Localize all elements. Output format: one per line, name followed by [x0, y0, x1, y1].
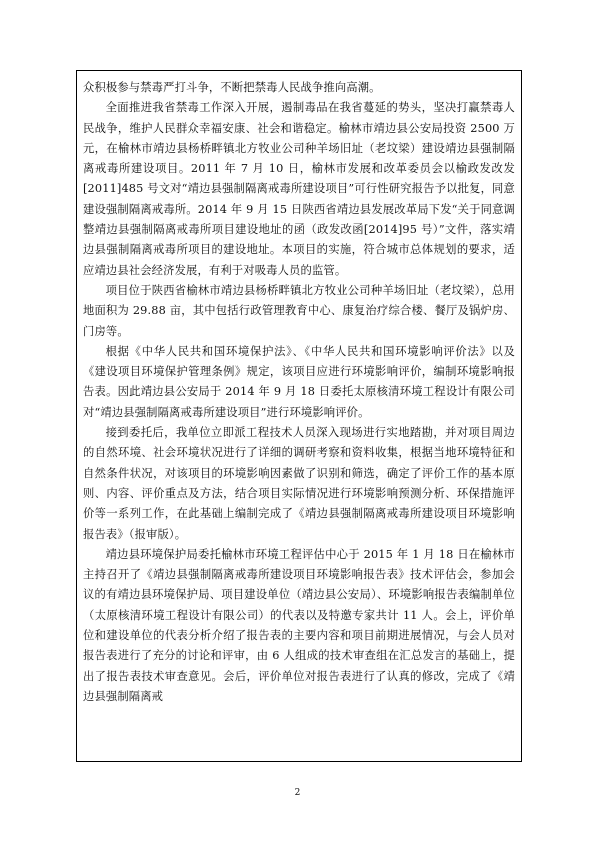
paragraph-legal-basis: 根据《中华人民共和国环境保护法》、《中华人民共和国环境影响评价法》以及《建设项目环境保护管理条例》规定，该项目应进行环境影响评价，编制环境影响报告表。因此靖边县公安局于 2014 年 9 月 18 日委托太原核清环境工程设计有限公司对“靖边县强制隔离戒毒所建设项目”进行环境影响评价。 [83, 344, 515, 419]
paragraph-continuation: 众积极参与禁毒严打斗争，不断把禁毒人民战争推向高潮。 [83, 81, 381, 94]
paragraph-assessment-process: 接到委托后，我单位立即派工程技术人员深入现场进行实地踏勘，并对项目周边的自然环境、社会环境状况进行了详细的调研考察和资料收集，根据当地环境特征和自然条件状况，对该项目的环境影响因素做了识别和筛选，确定了评价工作的基本原则、内容、评价重点及方法，结合项目实际情况进行环境影响预测分析、环保措施评价等一系列工作，在此基础上编制完成了《靖边县强制隔离戒毒所建设项目环境影响报告表》（报审版）。 [83, 426, 515, 541]
paragraph-project-location: 项目位于陕西省榆林市靖边县杨桥畔镇北方牧业公司种羊场旧址（老坟梁），总用地面积为 29.88 亩，其中包括行政管理教育中心、康复治疗综合楼、餐厅及锅炉房、门房等。 [83, 283, 515, 338]
page-number: 2 [294, 788, 301, 798]
content-frame [76, 70, 522, 762]
paragraph-project-background: 全面推进我省禁毒工作深入开展，遏制毒品在我省蔓延的势头，坚决打赢禁毒人民战争，维护人民群众幸福安康、社会和谐稳定。榆林市靖边县公安局投资 2500 万元，在榆林市靖边县杨桥畔镇北方牧业公司种羊场旧址（老坟梁）建设靖边县强制隔离戒毒所建设项目。2011 年 7 月 10 日，榆林市发展和改革委员会以榆政发改发[2011]485 号文对“靖边县强制隔离戒毒所建设项目”可行性研究报告予以批复，同意建设强制隔离戒毒所。2014 年 9 月 15 日陕西省靖边县发展改革局下发“关于同意调整靖边县强制隔离戒毒所项目建设地址的函（政发改函[2014]95 号）”文件，落实靖边县强制隔离戒毒所项目的建设地址。本项目的实施，符合城市总体规划的要求，适应靖边县社会经济发展，有利于对吸毒人员的监管。 [83, 101, 515, 277]
paragraph-technical-review: 靖边县环境保护局委托榆林市环境工程评估中心于 2015 年 1 月 18 日在榆林市主持召开了《靖边县强制隔离戒毒所建设项目环境影响报告表》技术评估会，参加会议的有靖边县环境保护局、项目建设单位（靖边县公安局）、环境影响报告表编制单位（太原核清环境工程设计有限公司）的代表以及特邀专家共计 11 人。会上，评价单位和建设单位的代表分析介绍了报告表的主要内容和项目前期进展情况，与会人员对报告表进行了充分的讨论和评审，由 6 人组成的技术审查组在汇总发言的基础上，提出了报告表技术审查意见。会后，评价单位对报告表进行了认真的修改，完成了《靖边县强制隔离戒 [83, 547, 515, 703]
